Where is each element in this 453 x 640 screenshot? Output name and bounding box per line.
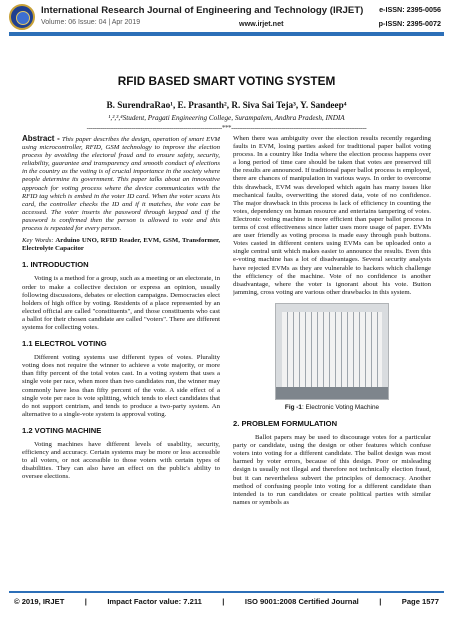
figure-caption-text: : Electronic Voting Machine (301, 403, 380, 411)
p-issn: p-ISSN: 2395-0072 (378, 19, 441, 28)
paper-title: RFID BASED SMART VOTING SYSTEM (117, 74, 336, 88)
author-affiliation: ¹,²,³,⁴Student, Pragati Engineering College, Surampalem, Andhra Pradesh, INDIA (108, 114, 345, 122)
left-column (22, 135, 220, 580)
introduction-text: Voting is a method for a group, such as a meeting or an electorate, in order to make a collective decision or express an opinion, usually following discussions, debates or election campaigns. Democracies elect holders of high office by voting. Residents of a place represented by an elected official are called "constituents", and those constituents who cast a ballot for their chosen candidate are called "voters". There are different systems for collecting votes. (22, 275, 220, 331)
page-footer (14, 597, 439, 606)
section-heading-problem-formulation: 2. PROBLEM FORMULATION (233, 418, 338, 428)
keywords (22, 237, 220, 253)
abstract-text: This paper describes the design, operation of smart EVM using microcontroller, RFID, GSM technology to improve the election process by avoiding the electoral fraud and to ensure safety, security, reliability, guarantee and transparency and smooth conduct of elections in the country as the voting is of crucial importance in the society where people determine its government. This paper talks about an innovative approach for voting process where the device communicates with the RFID tag which is embed in the voter ID card. When the voter scans his card, the controller checks the ID and if it matches, the vote can be accessed. The voter inserts the password through keypad and if the password is confirmed then the person is allowed to vote and this process is repeated for every person. (22, 136, 220, 233)
header-rule (9, 32, 444, 36)
journal-website[interactable]: www.irjet.net (239, 19, 284, 28)
electrol-voting-text: Different voting systems use different types of votes. Plurality voting does not require the winner to achieve a vote majority, or more than fifty percent of the total votes cast. In a voting system that uses a single vote per race, when more than two candidates run, the winner may commonly have less than fifty percent of the vote. A side effect of a single vote per race is vote splitting, which tends to elect candidates that do not support centrism, and tends to produce a two-party system. An alternative to a single-vote system is approval voting. (22, 354, 220, 418)
footer-divider: | (379, 597, 382, 606)
figure-caption (233, 404, 431, 412)
footer-divider: | (84, 597, 87, 606)
keywords-label: Key Words: (22, 237, 54, 245)
section-heading-electrol-voting: 1.1 ELECTROL VOTING (22, 339, 107, 349)
abstract-label: Abstract - (22, 135, 60, 143)
abstract (22, 135, 220, 233)
figure-label: Fig -1 (284, 403, 302, 411)
footer-iso: ISO 9001:2008 Certified Journal (244, 597, 359, 606)
evm-base (276, 387, 388, 399)
paper-authors: B. SurendraRao¹, E. Prasanth², R. Siva Sai Teja³, Y. Sandeep⁴ (106, 100, 347, 110)
footer-impact-factor: Impact Factor value: 7.211 (107, 597, 202, 606)
section-heading-introduction: 1. INTRODUCTION (22, 260, 89, 270)
keywords-text: Arduino UNO, RFID Reader, EVM, GSM, Transformer, Electrolyte Capacitor (22, 237, 220, 253)
section-heading-voting-machine: 1.2 VOTING MACHINE (22, 425, 102, 435)
evm-button-panel (282, 312, 382, 387)
section-separator: ----------------------------------------------------------------------***---------------------------------------------------------------------- (86, 124, 367, 132)
e-issn: e-ISSN: 2395-0056 (379, 5, 441, 14)
footer-page-number: Page 1577 (401, 597, 439, 606)
evm-drawbacks-text: When there was ambiguity over the election results recently regarding faults in EVM, losing parties asked for traditional paper ballot voting process. In a country like India where the election process happens over a long period of time care should be taken that votes are preserved till the results are announced. If traditional paper ballot process is employed, there are chances of manipulation in various ways. In order to overcome this drawback, EVM was developed which again has many issues like mechanical faults, overwriting the stored data, vote of no confidence. The major drawback in this process is lack of efficiency in counting the votes, dependency on human resource and entertains tampering of votes. Electronic voting machine is more efficient than paper ballot process in terms of cost effectiveness since latter uses more usage of paper. EVMs are user friendly as voting process is made easy through push buttons. Votes casted in different centers using EVMs can be uploaded onto a single central unit which makes easier to announce the results. Even this e-voting machine has a lot of disadvantages. Several security analysts have rejected EVMs as they are vulnerable to hackers which challenge the efficiency of the machine. Vote of no confidence is another disadvantage, where the voter is ignorant about his vote. Button jamming, cross voting are various other drawbacks in this system. (233, 135, 431, 296)
volume-line: Volume: 06 Issue: 04 | Apr 2019 (41, 19, 141, 26)
footer-rule (9, 591, 444, 593)
journal-title: International Research Journal of Engineering and Technology (IRJET) (41, 5, 364, 16)
footer-divider: | (222, 597, 225, 606)
problem-formulation-text: Ballot papers may be used to discourage votes for a particular party or candidate, using the design or other features which confuse voters into voting for a different candidate. The ballot design was most harmed by voter errors, because of this design. Poor or misleading design is usually not illegal and therefore not technically election fraud, but it can nevertheless subvert the principles of democracy. Another method of confusing people into voting for a different candidate than intended is to run candidates or create political parties with similar names or symbols as (233, 434, 431, 506)
footer-copyright: © 2019, IRJET (14, 597, 65, 606)
irjet-logo (9, 4, 35, 30)
voting-machine-text: Voting machines have different levels of usability, security, efficiency and accuracy. Certain systems may be more or less accessible to all voters, or not accessible to those voters with certain types of disabilities. They can also have an effect on the public's ability to oversee elections. (22, 441, 220, 481)
evm-figure (275, 303, 389, 400)
right-column (233, 135, 431, 580)
logo-ring (16, 11, 30, 25)
journal-header (0, 0, 453, 40)
